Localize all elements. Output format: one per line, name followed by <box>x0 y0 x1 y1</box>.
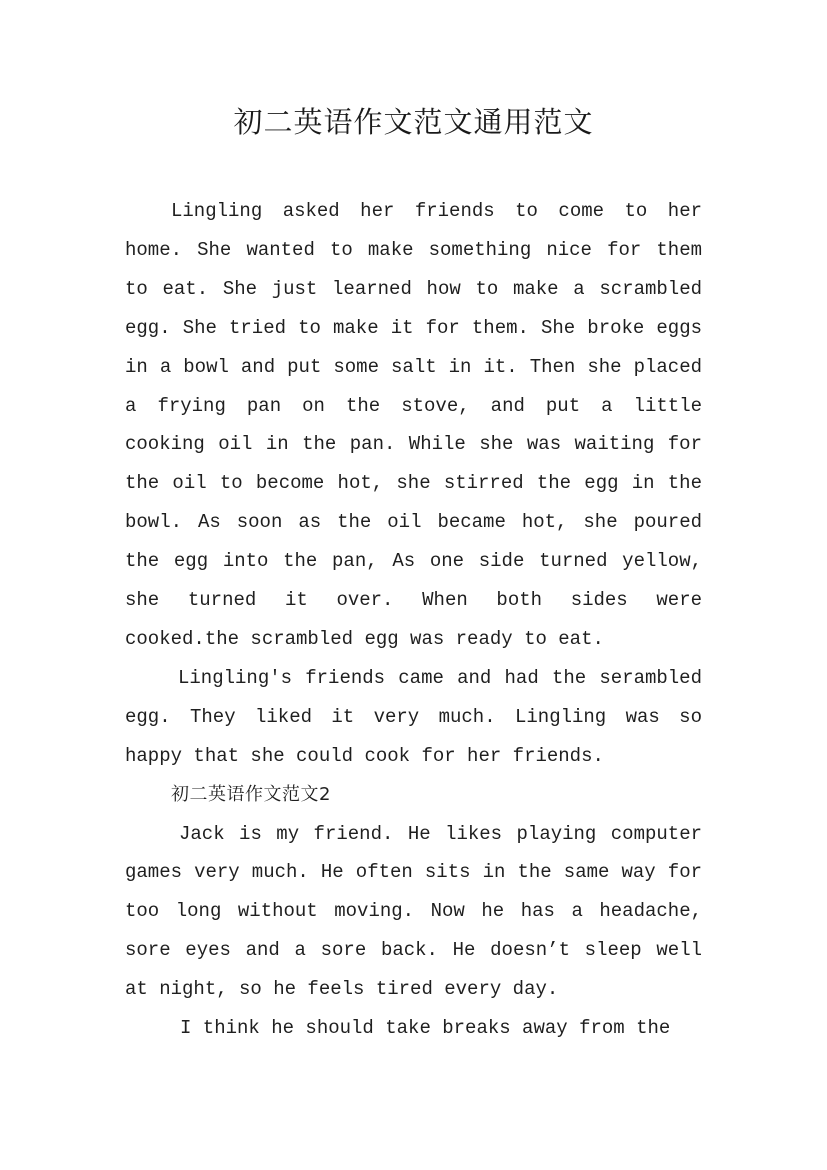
section-heading: 初二英语作文范文2 <box>171 783 331 805</box>
paragraph-2: Lingling's friends came and had the serambled egg. They liked it very much. Lingling was so happy that she could cook for her friends. <box>125 666 702 767</box>
document-title: 初二英语作文范文通用范文 <box>233 105 594 139</box>
paragraph-4: I think he should take breaks away from the <box>180 1017 671 1040</box>
paragraph-3: Jack is my friend. He likes playing computer games very much. He often sits in the same way for too long without moving. Now he has a headache, sore eyes and a sore back. He doesn’t sleep well at night, so he feels tired every day. <box>125 822 702 1001</box>
paragraph-1: Lingling asked her friends to come to her home. She wanted to make something nice for them to eat. She just learned how to make a scrambled egg. She tried to make it for them. She broke eggs in a bowl and put some salt in it. Then she placed a frying pan on the stove, and put a little cooking oil in the pan. While she was waiting for the oil to become hot, she stirred the egg in the bowl. As soon as the oil became hot, she poured the egg into the pan, As one side turned yellow, she turned it over. When both sides were cooked.the scrambled egg was ready to eat. <box>125 200 702 650</box>
document-body <box>125 192 702 1048</box>
